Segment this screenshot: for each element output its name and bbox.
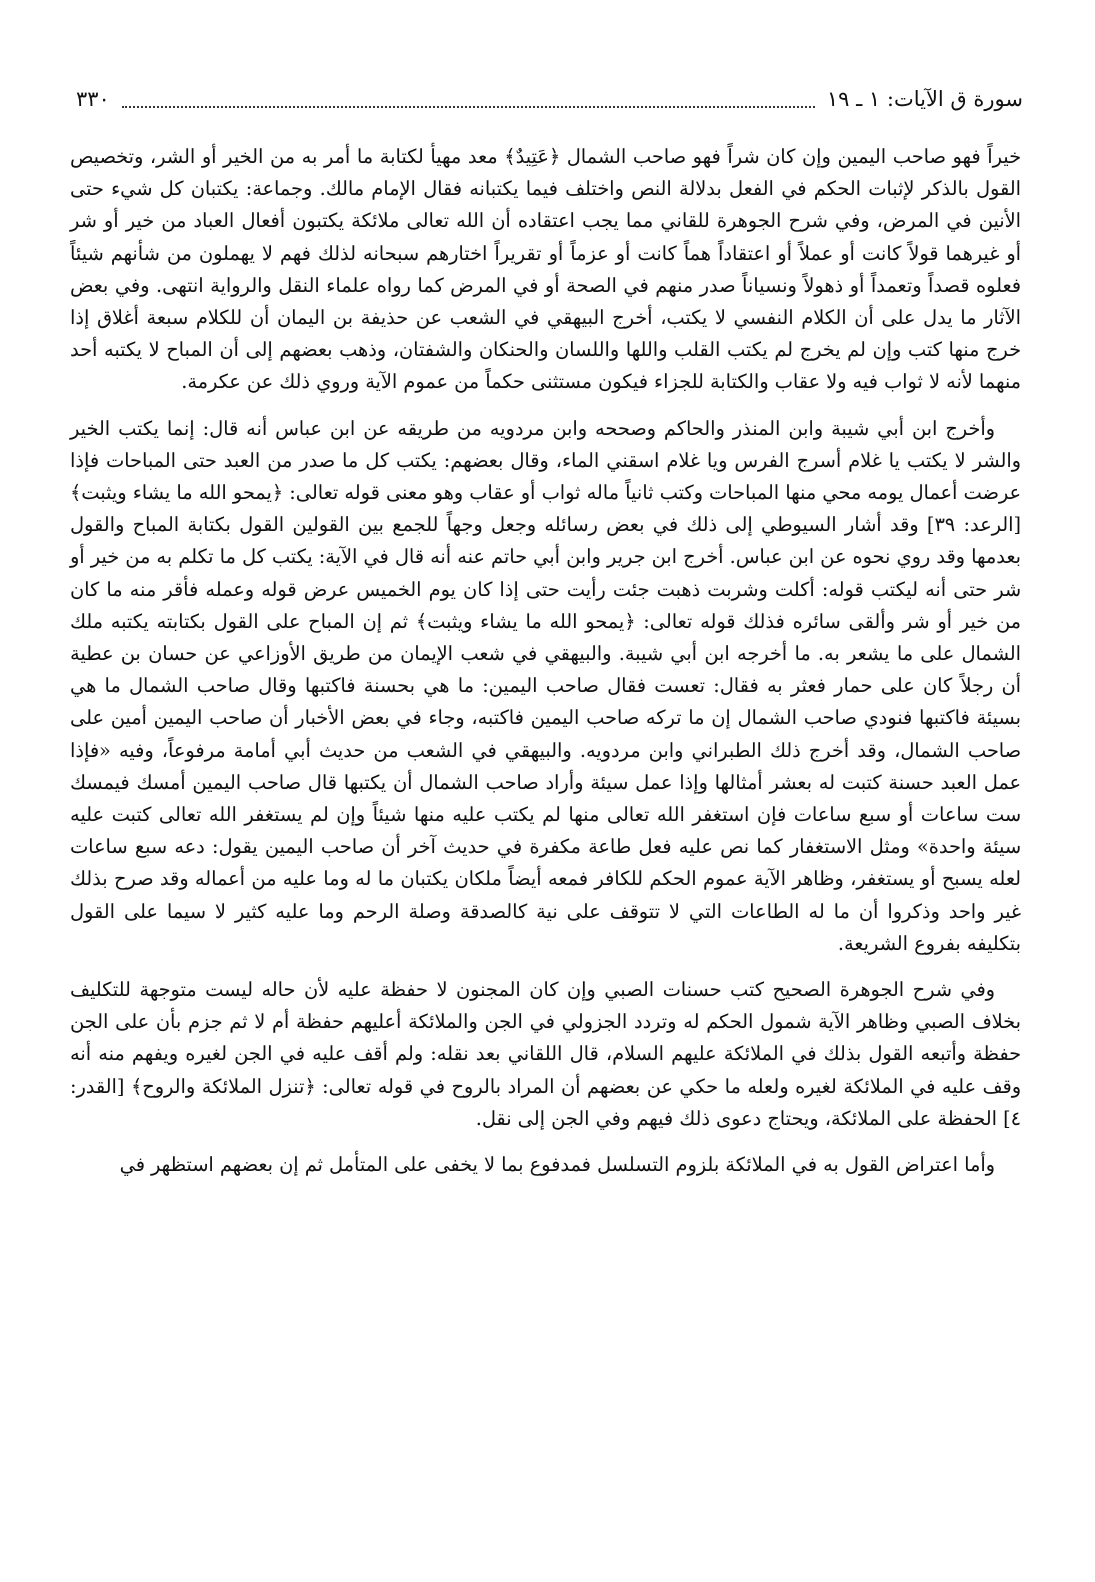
paragraph-3: وفي شرح الجوهرة الصحيح كتب حسنات الصبي وإن كان المجنون لا حفظة عليه لأن حاله ليست متوجهة للتكليف بخلاف الصبي وظاهر الآية شمول الحكم له وتردد الجزولي في الجن والملائكة أعليهم حفظة أم لا ثم جزم بأن على الجن حفظة وأتبعه القول بذلك في الملائكة عليهم السلام، قال اللقاني بعد نقله: ولم أقف عليه في الجن لغيره ويفهم منه أنه وقف عليه في الملائكة لغيره ولعله ما حكي عن بعضهم أن المراد بالروح في قوله تعالى: ﴿تنزل الملائكة والروح﴾ [القدر: ٤] الحفظة على الملائكة، ويحتاج دعوى ذلك فيهم وفي الجن إلى نقل.: [70, 978, 1021, 1130]
page-number: ٣٣٠: [76, 87, 110, 111]
page-header: [70, 84, 1023, 114]
paragraph-2: وأخرج ابن أبي شيبة وابن المنذر والحاكم وصححه وابن مردويه من طريقه عن ابن عباس أنه قال: إنما يكتب الخير والشر لا يكتب يا غلام أسرج الفرس ويا غلام اسقني الماء، وقال بعضهم: يكتب كل ما صدر من العبد حتى المباحات فإذا عرضت أعمال يومه محي منها المباحات وكتب ثانياً ماله ثواب أو عقاب وهو معنى قوله تعالى: ﴿يمحو الله ما يشاء ويثبت﴾ [الرعد: ٣٩] وقد أشار السيوطي إلى ذلك في بعض رسائله وجعل وجهاً للجمع بين القولين القول بكتابة المباح والقول بعدمها وقد روي نحوه عن ابن عباس. أخرج ابن جرير وابن أبي حاتم عنه أنه قال في الآية: يكتب كل ما تكلم به من خير أو شر حتى أنه ليكتب قوله: أكلت وشربت ذهبت جئت رأيت حتى إذا كان يوم الخميس عرض قوله وعمله فأقر منه ما كان من خير أو شر وألقى سائره فذلك قوله تعالى: ﴿يمحو الله ما يشاء ويثبت﴾ ثم إن المباح على القول بكتابته يكتبه ملك الشمال على ما يشعر به. ما أخرجه ابن أبي شيبة. والبيهقي في شعب الإيمان من طريق الأوزاعي عن حسان بن عطية أن رجلاً كان على حمار فعثر به فقال: تعست فقال صاحب اليمين: ما هي بحسنة فاكتبها وقال صاحب الشمال ما هي بسيئة فاكتبها فنودي صاحب الشمال إن ما تركه صاحب اليمين فاكتبه، وجاء في بعض الأخبار أن صاحب اليمين أمين على صاحب الشمال، وقد أخرج ذلك الطبراني وابن مردويه. والبيهقي في الشعب من حديث أبي أمامة مرفوعاً، وفيه «فإذا عمل العبد حسنة كتبت له بعشر أمثالها وإذا عمل سيئة وأراد صاحب الشمال أن يكتبها قال صاحب اليمين أمسك فيمسك ست ساعات أو سبع ساعات فإن استغفر الله تعالى منها لم يكتب عليه منها شيئاً وإن لم يستغفر الله تعالى كتبت عليه سيئة واحدة» ومثل الاستغفار كما نص عليه فعل طاعة مكفرة في حديث آخر أن صاحب اليمين يقول: دعه سبع ساعات لعله يسبح أو يستغفر، وظاهر الآية عموم الحكم للكافر فمعه أيضاً ملكان يكتبان ما له وما عليه من أعماله وقد صرح بذلك غير واحد وذكروا أن ما له الطاعات التي لا تتوقف على نية كالصدقة وصلة الرحم وما عليه كثير لا سيما على القول بتكليفه بفروع الشريعة.: [69, 416, 1021, 955]
paragraph-1: خيراً فهو صاحب اليمين وإن كان شراً فهو صاحب الشمال ﴿عَتِيدٌ﴾ معد مهيأ لكتابة ما أمر به من الخير أو الشر، وتخصيص القول بالذكر لإثبات الحكم في الفعل بدلالة النص واختلف فيما يكتبانه فقال الإمام مالك. وجماعة: يكتبان كل شيء حتى الأنين في المرض، وفي شرح الجوهرة للقاني مما يجب اعتقاده أن الله تعالى ملائكة يكتبون أفعال العباد من خير أو شر أو غيرهما قولاً كانت أو عملاً أو اعتقاداً هماً كانت أو عزماً أو تقريراً اختارهم سبحانه لذلك فهم لا يهملون من شأنهم شيئاً فعلوه قصداً وتعمداً أو ذهولاً ونسياناً صدر منهم في الصحة أو في المرض كما رواه علماء النقل والرواية انتهى. وفي بعض الآثار ما يدل على أن الكلام النفسي لا يكتب، أخرج البيهقي في الشعب عن حذيفة بن اليمان أن للكلام سبعة أغلاق إذا خرج منها كتب وإن لم يخرج لم يكتب القلب واللها واللسان والحنكان والشفتان، وذهب بعضهم إلى أن المباح لا يكتبه أحد منهما لأنه لا ثواب فيه ولا عقاب والكتابة للجزاء فيكون مستثنى حكماً من عموم الآية وروي ذلك عن عكرمة.: [70, 145, 1021, 394]
header-dotted-leader: [122, 87, 815, 108]
running-title: سورة ق الآيات: ١ ـ ١٩: [826, 87, 1023, 111]
paragraph-4: وأما اعتراض القول به في الملائكة بلزوم التسلسل فمدفوع بما لا يخفى على المتأمل ثم إن بعضهم استظهر في: [119, 1153, 995, 1177]
page-body: [70, 141, 1021, 1181]
